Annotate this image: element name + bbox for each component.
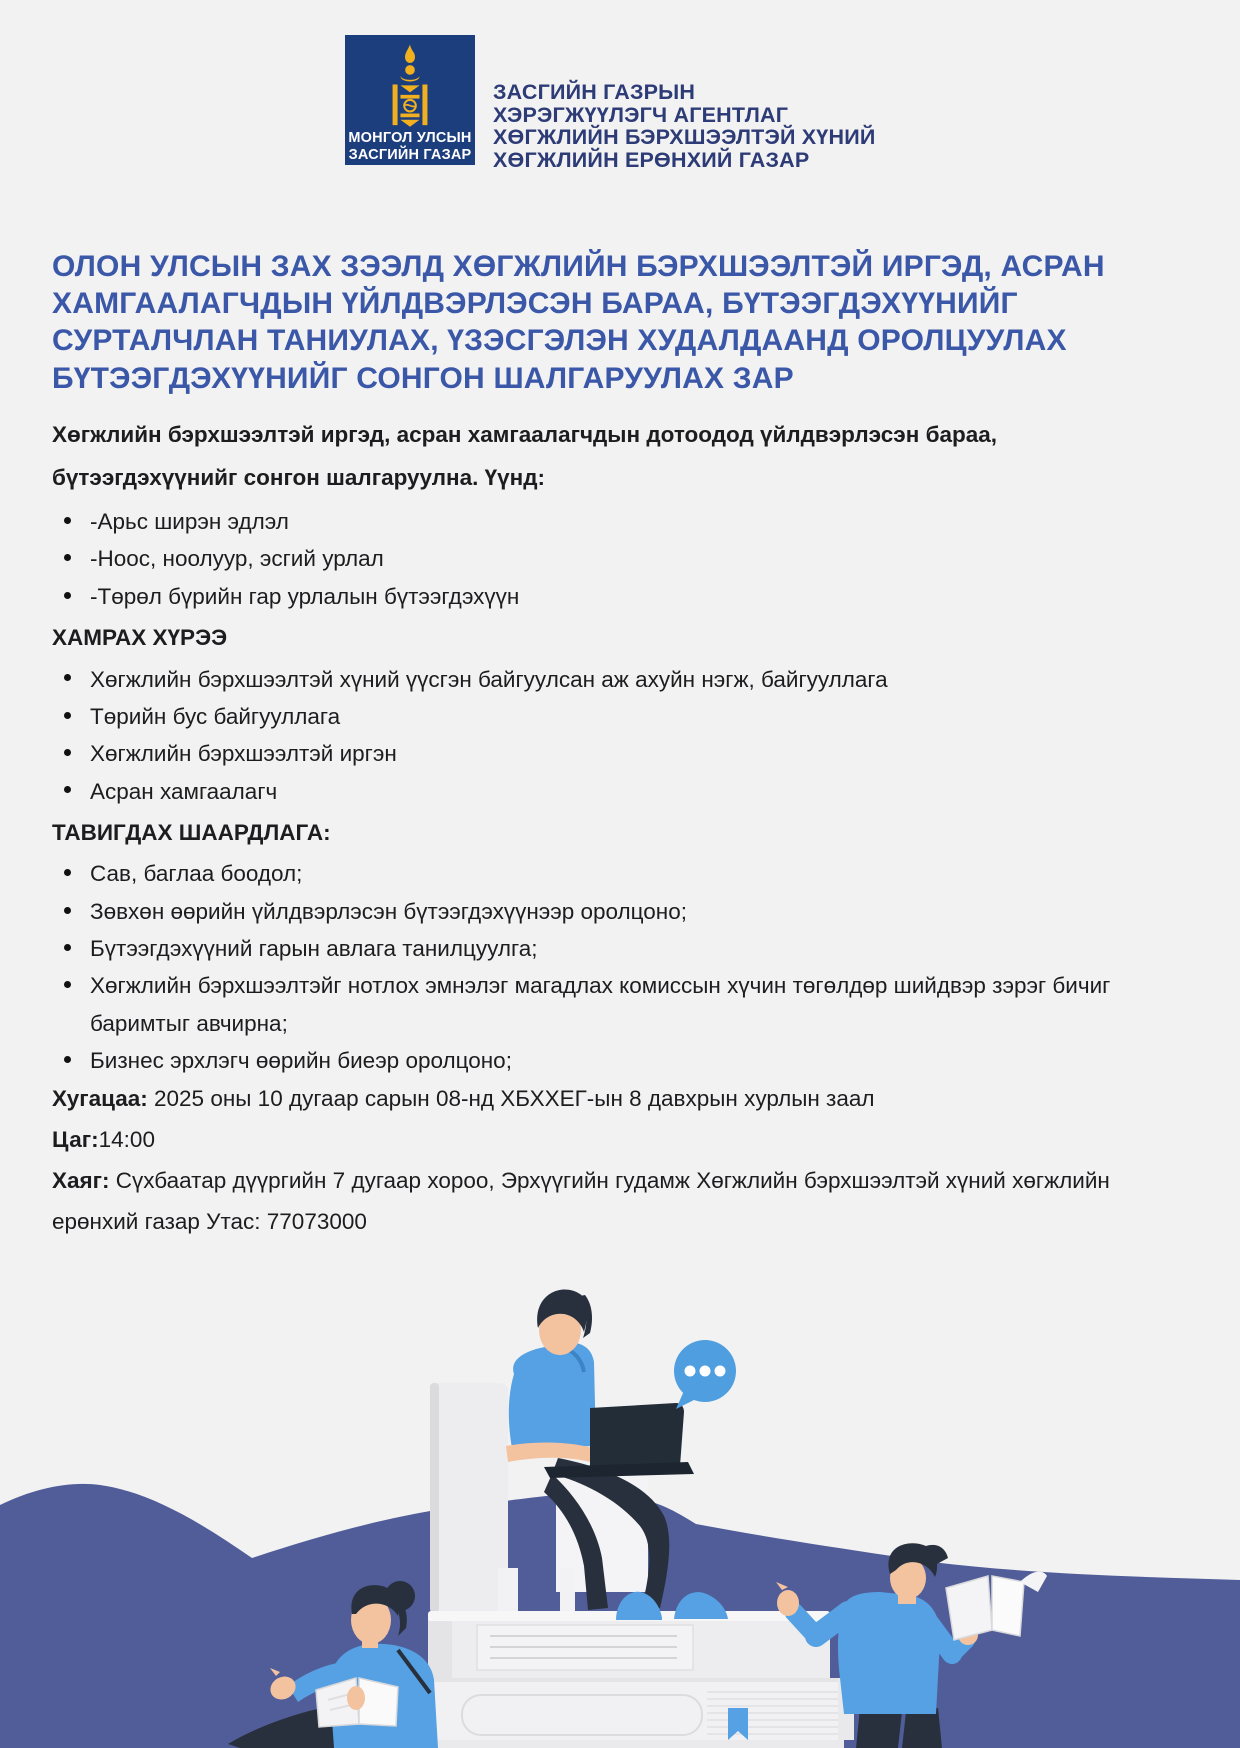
poster-title: ОЛОН УЛСЫН ЗАХ ЗЭЭЛД ХӨГЖЛИЙН БЭРХШЭЭЛТЭЙ ИРГЭД, АСРАН ХАМГААЛАГЧДЫН ҮЙЛДВЭРЛЭСЭН БАРАА, БҮТЭЭГДЭХҮҮНИЙГ СУРТАЛЧЛАН ТАНИУЛАХ, ҮЗЭСГЭЛЭН ХУДАЛДААНД ОРОЛЦУУЛАХ БҮТЭЭГДЭХҮҮНИЙГ СОНГОН ШАЛГАРУУЛАХ ЗАР [52, 250, 1105, 395]
list-item: -Арьс ширэн эдлэл [62, 503, 1157, 540]
time-value: 14:00 [98, 1127, 155, 1153]
agency-line2: ХЭРЭГЖҮҮЛЭГЧ АГЕНТЛАГ [493, 102, 789, 127]
list-item: Бүтээгдэхүүний гарын авлага танилцуулга; [62, 930, 1157, 967]
agency-name [493, 81, 876, 171]
requirements-heading: ТАВИГДАХ ШААРДЛАГА: [52, 819, 331, 845]
agency-line1: ЗАСГИЙН ГАЗРЫН [493, 80, 696, 104]
intro-text: Хөгжлийн бэрхшээлтэй иргэд, асран хамгаалагчдын дотоодод үйлдвэрлэсэн бараа, бүтээгдэхүүнийг сонгон шалгаруулна. Үүнд: [52, 421, 997, 490]
logo-caption-line1: МОНГОЛ УЛСЫН [348, 129, 472, 146]
address-label: Хаяг: [52, 1168, 110, 1194]
reading-people-illustration [0, 1178, 1240, 1748]
speech-bubble-icon [674, 1340, 736, 1409]
list-item: -Төрөл бүрийн гар урлалын бүтээгдэхүүн [62, 578, 1157, 615]
time-line [52, 1120, 1162, 1161]
schedule-line [52, 1079, 1162, 1120]
book-stack-illustration [418, 1611, 854, 1748]
laptop-screen [590, 1403, 684, 1469]
schedule-value: 2025 оны 10 дугаар сарын 08-нд ХБХХЕГ-ын 8 давхрын хурлын заал [154, 1086, 875, 1112]
list-item: -Ноос, ноолуур, эсгий урлал [62, 540, 1157, 577]
agency-line4: ХӨГЖЛИЙН ЕРӨНХИЙ ГАЗАР [493, 147, 810, 172]
logo-caption-line2: ЗАСГИЙН ГАЗАР [348, 147, 472, 164]
list-item: Хөгжлийн бэрхшээлтэй иргэн [62, 735, 1157, 772]
poster-content [52, 248, 1157, 1243]
scope-list [52, 661, 1157, 810]
requirements-list [52, 855, 1157, 1079]
open-book [992, 1576, 1024, 1636]
list-item: Хөгжлийн бэрхшээлтэйг нотлох эмнэлэг магадлах комиссын хүчин төгөлдөр шийдвэр зэрэг бичиг баримтыг авчирна; [62, 967, 1157, 1042]
soyombo-emblem-icon [359, 43, 461, 128]
open-book [359, 1678, 398, 1726]
address-value: Сүхбаатар дүүргийн 7 дугаар хороо, Эрхүүгийн гудамж Хөгжлийн бэрхшээлтэй хүний хөгжлийн ерөнхий газар Утас: 77073000 [52, 1168, 1110, 1235]
list-item: Сав, баглаа боодол; [62, 855, 1157, 892]
open-book [946, 1576, 992, 1640]
list-item: Хөгжлийн бэрхшээлтэй хүний үүсгэн байгуулсан аж ахуйн нэгж, байгууллага [62, 661, 1157, 698]
header [345, 35, 876, 172]
time-label: Цаг: [52, 1127, 99, 1153]
agency-line3: ХӨГЖЛИЙН БЭРХШЭЭЛТЭЙ ХҮНИЙ [493, 125, 876, 149]
product-list [52, 503, 1157, 615]
schedule-label: Хугацаа: [52, 1086, 148, 1112]
list-item: Асран хамгаалагч [62, 773, 1157, 810]
logo-caption [348, 130, 471, 165]
scope-heading: ХАМРАХ ХҮРЭЭ [52, 625, 228, 651]
list-item: Бизнес эрхлэгч өөрийн биеэр оролцоно; [62, 1042, 1157, 1079]
list-item: Зөвхөн өөрийн үйлдвэрлэсэн бүтээгдэхүүнээр оролцоно; [62, 893, 1157, 930]
list-item: Төрийн бус байгууллага [62, 698, 1157, 735]
illustration-canvas [0, 1178, 1240, 1748]
government-logo [345, 35, 475, 165]
